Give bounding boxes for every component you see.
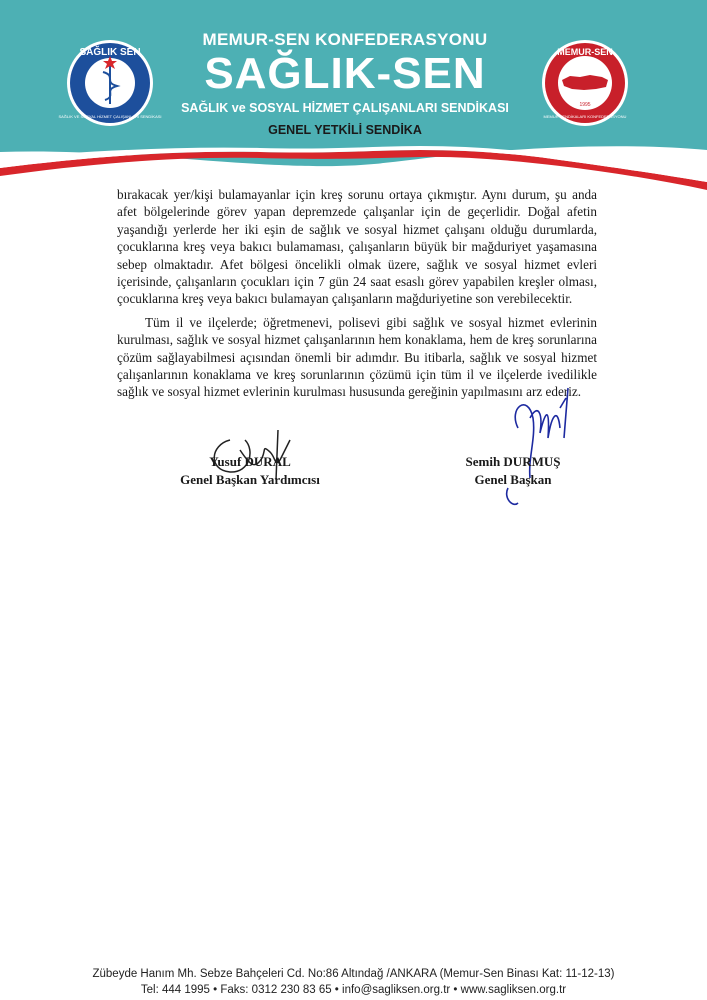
- svg-text:SAĞLIK VE SOSYAL HİZMET ÇALIŞA: SAĞLIK VE SOSYAL HİZMET ÇALIŞANLARI SENDİKASI: [58, 114, 162, 119]
- memursen-logo: [540, 38, 630, 128]
- svg-text:MEMUR SENDİKALARI KONFEDERASYO: MEMUR SENDİKALARI KONFEDERASYONU: [543, 114, 627, 119]
- confederation-name: MEMUR-SEN KONFEDERASYONU: [202, 30, 488, 49]
- letter-body: [117, 186, 597, 401]
- signer-name-left: Yusuf DURAL: [209, 454, 291, 469]
- svg-text:MEMUR-SEN: MEMUR-SEN: [557, 47, 613, 57]
- sagliksen-logo: [58, 38, 162, 128]
- svg-text:SAĞLIK SEN: SAĞLIK SEN: [79, 47, 141, 58]
- signer-title-left: Genel Başkan Yardımcısı: [180, 472, 320, 487]
- letter-footer: [0, 966, 707, 998]
- svg-text:1995: 1995: [579, 102, 591, 108]
- paragraph-1: bırakacak yer/kişi bulamayanlar için kreş sorunu ortaya çıkmıştır. Aynı durum, şu anda afet bölgelerinde görev yapan depremzede çalışanlar için de geçerlidir. Doğal afetin yaşandığı yerlerde her iki eşin de sağlık ve sosyal hizmet çalışanı olduğu durumlarda, çocuklarına kreş veya bakıcı bulamaması, çalışanların büyük bir mağduriyet yaşamasına sebep olmaktadır. Afet bölgesi öncelikli olmak üzere, sağlık ve sosyal hizmet evleri içerisinde, çalışanların çocukları için 7 gün 24 saat esaslı görev yapabilen kreşler olması, çocuklarına kreş veya bakıcı bulamayan çalışanların mağduriyetine son verebilecektir.: [117, 187, 597, 307]
- letterhead-title-block: [150, 30, 540, 138]
- letterhead: [0, 0, 707, 185]
- authorized-union-label: GENEL YETKİLİ SENDİKA: [268, 123, 422, 137]
- turkey-map-icon: [562, 75, 608, 90]
- signature-block-left: [160, 453, 340, 489]
- footer-contact: Tel: 444 1995 • Faks: 0312 230 83 65 • info@sagliksen.org.tr • www.sagliksen.org.tr: [140, 984, 567, 996]
- paragraph-2: Tüm il ve ilçelerde; öğretmenevi, polisevi gibi sağlık ve sosyal hizmet evlerinin kurulması, sağlık ve sosyal hizmet çalışanlarının hem konaklama, hem de kreş sorunlarına çözüm sağlayabilmesi açısından önemli bir adımdır. Bu itibarla, sağlık ve sosyal hizmet çalışanlarının konaklama ve kreş sorunlarının çözümü için tüm il ve ilçelerde ivedilikle sağlık ve sosyal hizmet evlerinin kurulması hususunda gereğinin yapılmasını arz ederiz.: [117, 314, 597, 400]
- signature-block-right: [433, 453, 593, 489]
- union-subtitle: SAĞLIK ve SOSYAL HİZMET ÇALIŞANLARI SENDİKASI: [181, 101, 509, 115]
- signer-name-right: Semih DURMUŞ: [465, 454, 561, 469]
- signature-right-scribble: [488, 378, 593, 513]
- signer-title-right: Genel Başkan: [474, 472, 552, 487]
- union-name: SAĞLIK-SEN: [204, 49, 486, 98]
- footer-address: Zübeyde Hanım Mh. Sebze Bahçeleri Cd. No:86 Altındağ /ANKARA (Memur-Sen Binası Kat: 11-12-13): [92, 968, 615, 980]
